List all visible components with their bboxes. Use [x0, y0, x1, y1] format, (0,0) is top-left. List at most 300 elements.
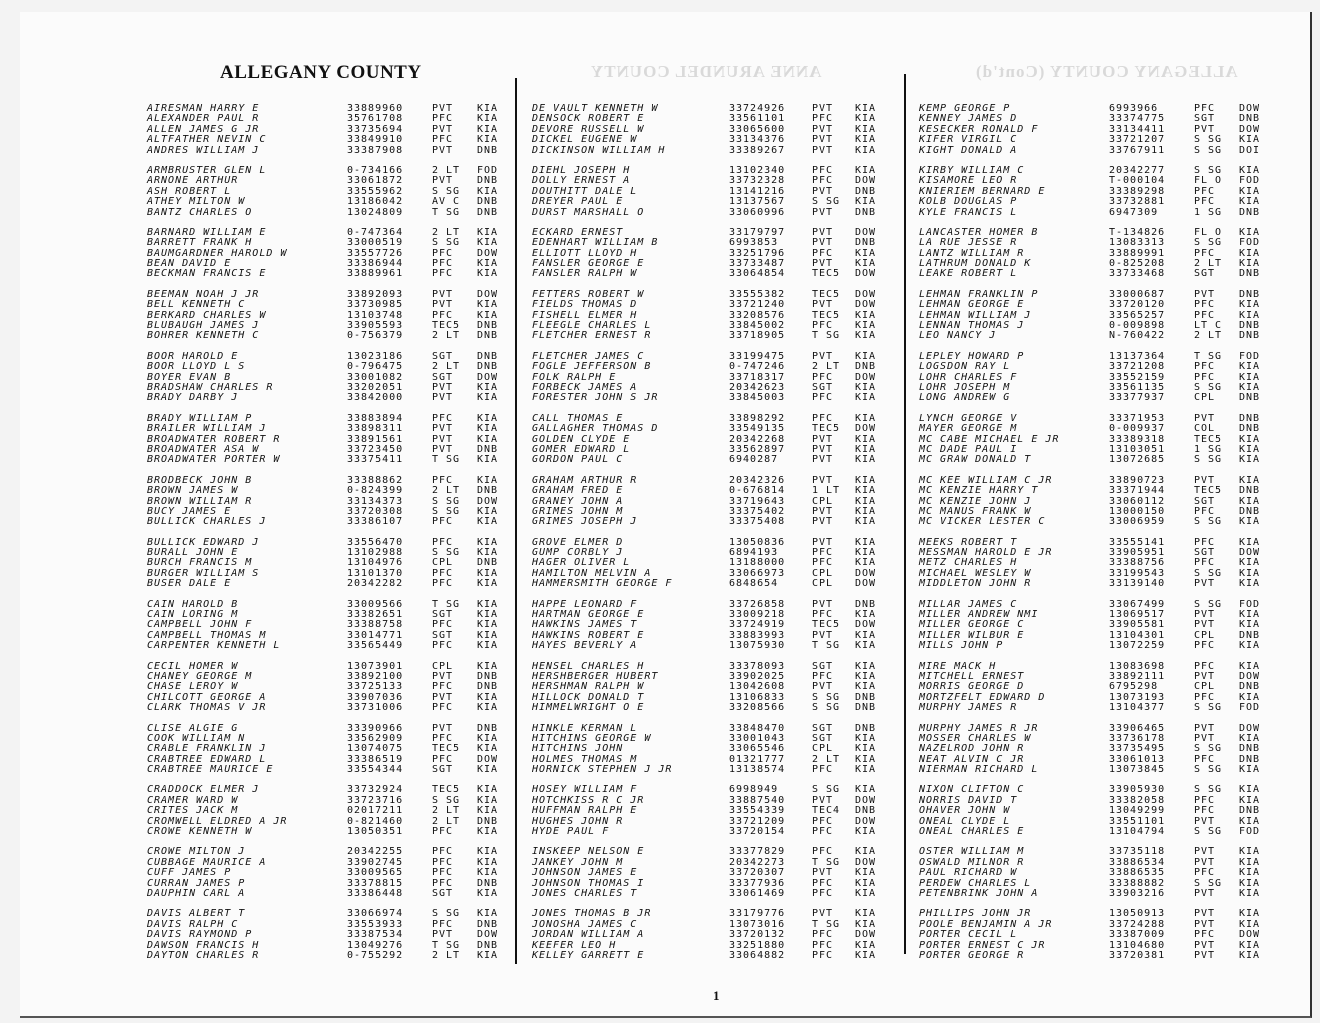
rank: CPL — [1194, 681, 1216, 693]
rank: T SG — [432, 454, 461, 466]
status-code: KIA — [477, 381, 499, 393]
service-number: 13073016 — [729, 918, 786, 930]
entry-name: FOLK RALPH E — [532, 371, 617, 383]
rank: SGT — [432, 609, 454, 621]
status-code: KIA — [855, 846, 877, 858]
rank: PVT — [1194, 123, 1216, 135]
entry-name: LATHRUM DONALD K — [919, 258, 1032, 270]
status-code: KIA — [477, 258, 499, 270]
status-code: KIA — [1239, 309, 1261, 321]
status-code: DOW — [1239, 547, 1261, 559]
rank: PFC — [432, 578, 454, 590]
service-number: 0-009898 — [1109, 320, 1166, 332]
entry-name: BOHRER KENNETH C — [147, 330, 260, 342]
rank: PFC — [432, 867, 454, 879]
service-number: 33179776 — [729, 908, 786, 920]
status-code: KIA — [855, 547, 877, 559]
service-number: 13024809 — [347, 206, 404, 218]
status-code: KIA — [855, 485, 877, 497]
rank: PVT — [1194, 888, 1216, 899]
status-code: KIA — [477, 309, 499, 321]
service-number: 33720307 — [729, 867, 786, 879]
entry-name: MC CABE MICHAEL E JR — [919, 433, 1060, 445]
entry-name: LOHR JOSEPH M — [919, 381, 1011, 393]
entry-name: ATHEY MILTON W — [147, 196, 246, 208]
entry-name: CROWE MILTON J — [147, 846, 246, 858]
entry-name: LYNCH GEORGE V — [919, 412, 1018, 424]
status-code: KIA — [1239, 196, 1261, 208]
service-number: 6940287 — [729, 454, 779, 466]
service-number: 13075930 — [729, 640, 786, 652]
status-code: KIA — [477, 423, 499, 435]
entry-name: FLETCHER ERNEST R — [532, 330, 652, 342]
status-code: DNB — [855, 361, 877, 373]
rank: PFC — [812, 877, 834, 889]
service-number: 13104377 — [1109, 702, 1166, 714]
entry-name: BROWN WILLIAM R — [147, 495, 253, 507]
rank: PFC — [1194, 103, 1216, 114]
entry-name: KIFER VIRGIL C — [919, 134, 1018, 146]
entry-name: HITCHINS JOHN — [532, 743, 624, 755]
service-number: 33556470 — [347, 536, 404, 548]
status-code: DOW — [855, 619, 877, 631]
service-number: 33388756 — [1109, 557, 1166, 569]
status-code: KIA — [1239, 495, 1261, 507]
status-code: DNB — [1239, 412, 1261, 424]
rank: PVT — [432, 423, 454, 435]
status-code: KIA — [477, 867, 499, 879]
rank: SGT — [432, 371, 454, 383]
service-number: 6894193 — [729, 547, 779, 559]
rank: PFC — [432, 681, 454, 693]
entry-name: OSTER WILLIAM M — [919, 846, 1025, 858]
rank: T SG — [432, 939, 461, 951]
entry-name: DE VAULT KENNETH W — [532, 103, 659, 114]
entry-name: BROADWATER ASA W — [147, 443, 260, 455]
entry-name: HERSHMAN RALPH W — [532, 681, 645, 693]
status-code: KIA — [1239, 908, 1261, 920]
service-number: 13104301 — [1109, 629, 1166, 641]
service-number: 33067499 — [1109, 598, 1166, 610]
entry-name: ARMBRUSTER GLEN L — [147, 164, 267, 176]
rank: CPL — [812, 567, 834, 579]
rank: PVT — [1194, 949, 1216, 961]
rank: PFC — [812, 929, 834, 941]
entry-name: ALEXANDER PAUL R — [147, 113, 260, 125]
status-code: KIA — [477, 103, 499, 114]
entry-name: MIDDLETON JOHN R — [919, 578, 1032, 590]
entry-name: JOHNSON JAMES E — [532, 867, 638, 879]
service-number: 33388758 — [347, 619, 404, 631]
status-code: KIA — [855, 784, 877, 796]
status-code: KIA — [477, 856, 499, 868]
rank: SGT — [1194, 268, 1216, 280]
rank: S SG — [812, 196, 841, 208]
rank: PFC — [432, 702, 454, 714]
status-code: KIA — [1239, 185, 1261, 197]
service-number: 33886535 — [1109, 867, 1166, 879]
rank: PVT — [1194, 412, 1216, 424]
rank: S SG — [1194, 567, 1223, 579]
status-code: KIA — [855, 609, 877, 621]
service-number: 33386107 — [347, 516, 404, 528]
service-number: 33552159 — [1109, 371, 1166, 383]
status-code: KIA — [855, 320, 877, 332]
status-code: KIA — [477, 640, 499, 652]
service-number: 33736178 — [1109, 732, 1166, 744]
entry-name: ALLEN JAMES G JR — [147, 123, 260, 135]
service-number: 33892111 — [1109, 670, 1166, 682]
status-code: FOD — [1239, 702, 1261, 714]
service-number: 33726858 — [729, 598, 786, 610]
page-number: 1 — [713, 988, 720, 1003]
status-code: KIA — [477, 505, 499, 517]
service-number: 33009566 — [347, 598, 404, 610]
service-number: 13049276 — [347, 939, 404, 951]
entry-name: FISHELL ELMER H — [532, 309, 638, 321]
entry-name: GROVE ELMER D — [532, 536, 624, 548]
rank: PFC — [1194, 794, 1216, 806]
entry-name: HAMILTON MELVIN A — [532, 567, 652, 579]
rank: PFC — [432, 516, 454, 528]
entry-name: MURPHY JAMES R — [919, 702, 1018, 714]
entry-name: NEAT ALVIN C JR — [919, 753, 1025, 765]
service-number: 33892100 — [347, 670, 404, 682]
entry-name: DICKEL EUGENE W — [532, 134, 638, 146]
status-code: KIA — [477, 619, 499, 631]
service-number: 33905581 — [1109, 619, 1166, 631]
status-code: DNB — [1239, 320, 1261, 332]
rank: LT C — [1194, 320, 1223, 332]
service-number: 33388862 — [347, 474, 404, 486]
entry-name: AIRESMAN HARRY E — [147, 103, 260, 114]
status-code: KIA — [1239, 454, 1261, 466]
rank: PFC — [432, 619, 454, 631]
rank: SGT — [432, 629, 454, 641]
service-number: 0-824399 — [347, 485, 404, 497]
service-number: 13069517 — [1109, 609, 1166, 621]
rank: PFC — [812, 320, 834, 332]
rank: PVT — [432, 288, 454, 300]
rank: PFC — [812, 371, 834, 383]
entry-name: FETTERS ROBERT W — [532, 288, 645, 300]
entry-name: MILLS JOHN P — [919, 640, 1004, 652]
entry-name: BANTZ CHARLES O — [147, 206, 253, 218]
status-code: DNB — [1239, 423, 1261, 435]
status-code: KIA — [477, 113, 499, 125]
rank: PVT — [432, 433, 454, 445]
service-number: 33390966 — [347, 722, 404, 734]
status-code: KIA — [855, 309, 877, 321]
rank: PVT — [812, 185, 834, 197]
rank: PFC — [812, 392, 834, 404]
entry-name: DOUTHITT DALE L — [532, 185, 638, 197]
service-number: 33898292 — [729, 412, 786, 424]
service-number: 33386519 — [347, 753, 404, 765]
entry-name: ARNONE ARTHUR — [147, 175, 239, 187]
service-number: 33000687 — [1109, 288, 1166, 300]
service-number: 33720154 — [729, 826, 786, 838]
service-number: 13103748 — [347, 309, 404, 321]
service-number: 6795298 — [1109, 681, 1159, 693]
status-code: KIA — [855, 103, 877, 114]
rank: SGT — [1194, 547, 1216, 559]
entry-name: MICHAEL WESLEY W — [919, 567, 1032, 579]
rank: 2 LT — [432, 815, 461, 827]
status-code: KIA — [855, 164, 877, 176]
rank: TEC5 — [812, 288, 841, 300]
status-code: KIA — [477, 826, 499, 838]
rank: FL O — [1194, 175, 1223, 187]
rank: PFC — [1194, 247, 1216, 259]
rank: PVT — [812, 505, 834, 517]
entry-name: BECKMAN FRANCIS E — [147, 268, 267, 280]
rank: PFC — [812, 247, 834, 259]
status-code: KIA — [855, 908, 877, 920]
status-code: KIA — [1239, 258, 1261, 270]
status-code: KIA — [855, 888, 877, 899]
bleed-through-text: ANNE ARUNDEL COUNTY — [590, 62, 822, 81]
status-code: KIA — [477, 516, 499, 528]
entry-name: GRANEY JOHN A — [532, 495, 624, 507]
status-code: FOD — [1239, 826, 1261, 838]
rank: PFC — [432, 268, 454, 280]
service-number: 33887540 — [729, 794, 786, 806]
service-number: 33134376 — [729, 134, 786, 146]
status-code: DNB — [477, 670, 499, 682]
entry-name: KISAMORE LEO R — [919, 175, 1018, 187]
status-code: KIA — [855, 732, 877, 744]
service-number: 33883894 — [347, 412, 404, 424]
rank: S SG — [432, 547, 461, 559]
rank: PVT — [812, 134, 834, 146]
rank: PVT — [1194, 846, 1216, 858]
rank: PFC — [432, 826, 454, 838]
rank: CPL — [432, 557, 454, 569]
rank: T SG — [432, 206, 461, 218]
status-code: KIA — [1239, 732, 1261, 744]
entry-name: JANKEY JOHN M — [532, 856, 624, 868]
status-code: KIA — [855, 939, 877, 951]
entry-name: OHAVER JOHN W — [919, 805, 1011, 817]
rank: PFC — [432, 846, 454, 858]
service-number: 33723450 — [347, 443, 404, 455]
service-number: 33202051 — [347, 381, 404, 393]
service-number: 33009565 — [347, 867, 404, 879]
rank: PVT — [812, 237, 834, 249]
service-number: 33731006 — [347, 702, 404, 714]
rank: PVT — [1194, 908, 1216, 920]
entry-name: DENSOCK ROBERT E — [532, 113, 645, 125]
service-number: 33718317 — [729, 371, 786, 383]
rank: PFC — [432, 877, 454, 889]
entry-name: GRIMES JOSEPH J — [532, 516, 638, 528]
service-number: 33732881 — [1109, 196, 1166, 208]
rank: PFC — [432, 474, 454, 486]
status-code: KIA — [855, 350, 877, 362]
entry-name: LEHMAN GEORGE E — [919, 299, 1025, 311]
status-code: KIA — [855, 660, 877, 672]
rank: PFC — [1194, 929, 1216, 941]
entry-name: LOGSDON RAY L — [919, 361, 1011, 373]
service-number: 33389318 — [1109, 433, 1166, 445]
rank: S SG — [1194, 516, 1223, 528]
service-number: N-760422 — [1109, 330, 1166, 342]
rank: PVT — [1194, 918, 1216, 930]
service-number: 33848470 — [729, 722, 786, 734]
rank: PFC — [432, 732, 454, 744]
service-number: 33718905 — [729, 330, 786, 342]
entry-name: FORESTER JOHN S JR — [532, 392, 659, 404]
rank: PVT — [812, 474, 834, 486]
entry-name: NIXON CLIFTON C — [919, 784, 1025, 796]
entry-name: HAPPE LEONARD F — [532, 598, 638, 610]
entry-name: DAVIS RAYMOND P — [147, 929, 253, 941]
rank: SGT — [1194, 113, 1216, 125]
status-code: KIA — [1239, 918, 1261, 930]
service-number: 0-747364 — [347, 226, 404, 238]
status-code: KIA — [477, 743, 499, 755]
entry-name: LANTZ WILLIAM R — [919, 247, 1025, 259]
status-code: DNB — [477, 206, 499, 218]
rank: PFC — [1194, 536, 1216, 548]
entry-name: HAWKINS ROBERT E — [532, 629, 645, 641]
service-number: 33208576 — [729, 309, 786, 321]
service-number: 33061013 — [1109, 753, 1166, 765]
status-code: KIA — [855, 258, 877, 270]
service-number: 33733468 — [1109, 268, 1166, 280]
rank: PVT — [432, 103, 454, 114]
status-code: KIA — [855, 681, 877, 693]
status-code: KIA — [477, 185, 499, 197]
status-code: KIA — [477, 629, 499, 641]
status-code: KIA — [855, 330, 877, 342]
service-number: 33374775 — [1109, 113, 1166, 125]
entry-name: FANSLER RALPH W — [532, 268, 638, 280]
status-code: KIA — [855, 505, 877, 517]
entry-name: CAMPBELL THOMAS M — [147, 629, 267, 641]
status-code: KIA — [855, 123, 877, 135]
rank: 2 LT — [432, 485, 461, 497]
status-code: DNB — [855, 598, 877, 610]
entry-name: CHANEY GEORGE M — [147, 670, 253, 682]
status-code: KIA — [855, 640, 877, 652]
entry-name: LEO NANCY J — [919, 330, 997, 342]
service-number: 33883993 — [729, 629, 786, 641]
entry-name: EDENHART WILLIAM B — [532, 237, 659, 249]
rank: 2 LT — [812, 361, 841, 373]
service-number: 13104976 — [347, 557, 404, 569]
status-code: KIA — [855, 516, 877, 528]
status-code: DNB — [477, 939, 499, 951]
status-code: KIA — [1239, 939, 1261, 951]
status-code: KIA — [855, 557, 877, 569]
status-code: KIA — [855, 113, 877, 125]
entry-name: CAMPBELL JOHN F — [147, 619, 253, 631]
entry-name: KEEFER LEO H — [532, 939, 617, 951]
entry-name: JONES CHARLES T — [532, 888, 638, 899]
status-code: KIA — [477, 412, 499, 424]
entry-name: MORTZFELT EDWARD D — [919, 691, 1046, 703]
status-code: DOW — [477, 371, 499, 383]
service-number: 33849910 — [347, 134, 404, 146]
rank: COL — [1194, 423, 1216, 435]
service-number: 33371944 — [1109, 485, 1166, 497]
status-code: KIA — [855, 144, 877, 156]
service-number: 33561135 — [1109, 381, 1166, 393]
rank: PVT — [432, 929, 454, 941]
status-code: DOI — [1239, 144, 1261, 156]
entry-name: FLETCHER JAMES C — [532, 350, 645, 362]
rank: PVT — [812, 443, 834, 455]
entry-name: CUFF JAMES P — [147, 867, 232, 879]
entry-name: BRADSHAW CHARLES R — [147, 381, 274, 393]
entry-name: DAVIS ALBERT T — [147, 908, 246, 920]
rank: PVT — [432, 381, 454, 393]
service-number: 33553933 — [347, 918, 404, 930]
entry-name: KYLE FRANCIS L — [919, 206, 1018, 218]
entry-name: MEEKS ROBERT T — [919, 536, 1018, 548]
entry-name: KESECKER RONALD F — [919, 123, 1039, 135]
service-number: 13072685 — [1109, 454, 1166, 466]
entry-name: CRABTREE MAURICE E — [147, 764, 274, 776]
entry-name: COOK WILLIAM N — [147, 732, 246, 744]
service-number: 33377936 — [729, 877, 786, 889]
service-number: 33377937 — [1109, 392, 1166, 404]
status-code: KIA — [1239, 640, 1261, 652]
service-number: 33732924 — [347, 784, 404, 796]
entry-name: OSWALD MILNOR R — [919, 856, 1025, 868]
rank: PFC — [812, 547, 834, 559]
service-number: 33725133 — [347, 681, 404, 693]
rank: SGT — [432, 764, 454, 776]
status-code: KIA — [477, 567, 499, 579]
rank: PVT — [1194, 474, 1216, 486]
service-number: 33555382 — [729, 288, 786, 300]
entry-name: ELLIOTT LLOYD H — [532, 247, 638, 259]
entry-name: HAYES BEVERLY A — [532, 640, 638, 652]
rank: CPL — [1194, 629, 1216, 641]
rank: CPL — [432, 660, 454, 672]
status-code: DNB — [477, 557, 499, 569]
service-number: 33732328 — [729, 175, 786, 187]
rank: PVT — [812, 516, 834, 528]
service-number: 13073901 — [347, 660, 404, 672]
service-number: 33134411 — [1109, 123, 1166, 135]
rank: S SG — [812, 702, 841, 714]
status-code: KIA — [477, 949, 499, 961]
entry-name: CRABLE FRANKLIN J — [147, 743, 267, 755]
bleed-through-text: ALLEGANY COUNTY (Cont'd) — [975, 62, 1238, 81]
rank: PFC — [1194, 361, 1216, 373]
service-number: 0-796475 — [347, 361, 404, 373]
rank: PFC — [812, 557, 834, 569]
rank: PVT — [1194, 939, 1216, 951]
service-number: 33251796 — [729, 247, 786, 259]
rank: S SG — [432, 505, 461, 517]
service-number: 13073193 — [1109, 691, 1166, 703]
entry-name: JORDAN WILLIAM A — [532, 929, 645, 941]
status-code: KIA — [855, 247, 877, 259]
rank: PFC — [812, 764, 834, 776]
status-code: DNB — [477, 361, 499, 373]
service-number: 33387908 — [347, 144, 404, 156]
service-number: 13000150 — [1109, 505, 1166, 517]
entry-name: MC VICKER LESTER C — [919, 516, 1046, 528]
service-number: 33066973 — [729, 567, 786, 579]
rank: 1 LT — [812, 485, 841, 497]
status-code: KIA — [477, 784, 499, 796]
